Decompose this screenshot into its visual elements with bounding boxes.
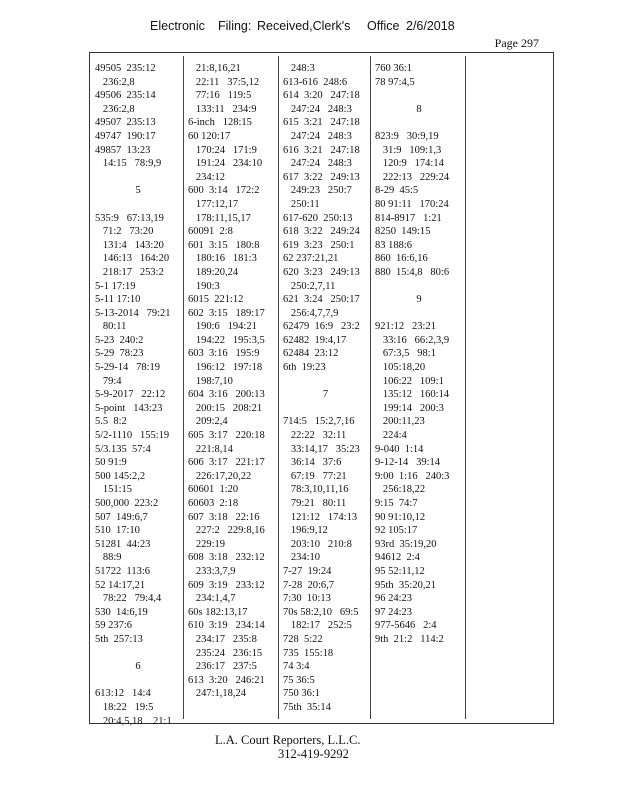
index-entry-line: 60 120:17	[188, 130, 231, 142]
index-entry-line: 5/2-1110 155:19	[95, 430, 170, 442]
index-entry-line: 209:2,4	[188, 416, 228, 428]
index-entry-line: 603 3:16 195:9	[188, 348, 260, 360]
index-entry-line	[95, 674, 181, 688]
index-entry-line: 250:2,7,11	[283, 280, 336, 292]
index-entry-line: 880 15:4,8 80:6	[375, 266, 450, 278]
index-entry-line: 88:9	[95, 552, 122, 564]
column-divider	[370, 56, 371, 719]
index-entry-line: 191:24 234:10	[188, 158, 263, 170]
index-entry-line: 203:10 210:8	[283, 538, 352, 550]
index-entry-line: 52 14:17,21	[95, 579, 146, 591]
index-entry-line: 224:4	[375, 430, 407, 442]
index-entry-line: 70s 58:2,10 69:5	[283, 606, 359, 618]
index-entry-line: 608 3:18 232:12	[188, 552, 265, 564]
index-entry-line: 221:8,14	[188, 443, 233, 455]
index-entry-line: 33:16 66:2,3,9	[375, 334, 450, 346]
index-entry-line: 236:2,8	[95, 76, 135, 88]
index-entry-line: 49857 13:23	[95, 144, 151, 156]
index-entry-line: 60601 1:20	[188, 484, 239, 496]
index-column	[283, 62, 368, 715]
header-part: Electronic	[150, 19, 205, 33]
index-column	[188, 62, 276, 701]
index-entry-line: 7:30 10:13	[283, 593, 331, 605]
index-entry-line: 67:19 77:21	[283, 470, 347, 482]
index-section-heading: 8	[416, 103, 422, 115]
index-entry-line: 189:20,24	[188, 266, 239, 278]
index-entry-line	[95, 198, 181, 212]
index-entry-line	[375, 280, 463, 294]
index-entry-line: 613 3:20 246:21	[188, 674, 265, 686]
index-entry-line	[375, 89, 463, 103]
index-entry-line: 20:4,5,18 21:1	[95, 715, 172, 727]
index-entry-line: 77:16 119:5	[188, 90, 252, 102]
index-entry-line: 151:15	[95, 484, 133, 496]
index-entry-line: 79:4	[95, 375, 122, 387]
index-entry-line: 222:13 229:24	[375, 171, 450, 183]
index-entry-line: 226:17,20,22	[188, 470, 252, 482]
index-entry-line: 62 237:21,21	[283, 253, 339, 265]
index-entry-line: 9:00 1:16 240:3	[375, 470, 450, 482]
index-entry-line: 728 5:22	[283, 633, 323, 645]
index-entry-line: 196:12 197:18	[188, 362, 263, 374]
index-entry-line: 62482 19:4,17	[283, 334, 347, 346]
index-entry-line: 234:10	[283, 552, 321, 564]
index-entry-line	[95, 171, 181, 185]
index-entry-line: 535:9 67:13,19	[95, 212, 164, 224]
index-entry-line: 60091 2:8	[188, 226, 233, 238]
index-entry-line: 235:24 236:15	[188, 647, 263, 659]
index-entry-line: 607 3:18 22:16	[188, 511, 260, 523]
index-entry-line: 5-13-2014 79:21	[95, 307, 171, 319]
index-entry-line: 22:22 32:11	[283, 430, 347, 442]
index-entry-line: 8-29 45:5	[375, 185, 419, 197]
index-entry-line: 97 24:23	[375, 606, 413, 618]
index-entry-line: 249:23 250:7	[283, 185, 352, 197]
index-entry-line: 199:14 200:3	[375, 402, 444, 414]
index-entry-line: 6015 221:12	[188, 294, 244, 306]
index-entry-line: 5/3.135 57:4	[95, 443, 151, 455]
index-entry-line: 619 3:23 250:1	[283, 239, 355, 251]
index-entry-line: 601 3:15 180:8	[188, 239, 260, 251]
index-entry-line: 21:8,16,21	[188, 63, 241, 74]
index-entry-line: 236:2,8	[95, 103, 135, 115]
index-entry-line: 530 14:6,19	[95, 606, 148, 618]
index-entry-line: 613-616 248:6	[283, 76, 348, 88]
index-entry-line: 234:1,4,7	[188, 593, 236, 605]
index-entry-line: 170:24 171:9	[188, 144, 257, 156]
index-entry-line: 135:12 160:14	[375, 389, 450, 401]
index-entry-line: 14:15 78:9,9	[95, 158, 162, 170]
index-entry-line: 33:14,17 35:23	[283, 443, 360, 455]
index-entry-line: 750 36:1	[283, 688, 321, 700]
index-entry-line: 78:3,10,11,16	[283, 484, 349, 496]
index-entry-line: 200:15 208:21	[188, 402, 263, 414]
index-entry-line: 5th 257:13	[95, 633, 143, 645]
index-entry-line: 610 3:19 234:14	[188, 620, 265, 632]
index-entry-line: 7-28 20:6,7	[283, 579, 335, 591]
index-entry-line: 621 3:24 250:17	[283, 294, 360, 306]
index-entry-line: 75th 35:14	[283, 701, 331, 713]
index-entry-line: 51722 113:6	[95, 565, 151, 577]
index-entry-line: 9-12-14 39:14	[375, 457, 441, 469]
index-entry-line: 178:11,15,17	[188, 212, 251, 224]
index-entry-line: 606 3:17 221:17	[188, 457, 265, 469]
index-entry-line: 146:13 164:20	[95, 253, 170, 265]
index-entry-line: 218:17 253:2	[95, 266, 164, 278]
page-number: Page 297	[494, 36, 539, 50]
index-entry-line: 614 3:20 247:18	[283, 90, 360, 102]
reporter-name: L.A. Court Reporters, L.L.C.	[215, 733, 361, 747]
index-entry-line: 106:22 109:1	[375, 375, 444, 387]
index-entry-line: 200:11,23	[375, 416, 425, 428]
index-entry-line: 198:7,10	[188, 375, 233, 387]
index-entry-line	[95, 647, 181, 661]
index-entry-line: 75 36:5	[283, 674, 315, 686]
header-part: Received,Clerk's	[257, 19, 351, 33]
index-entry-line: 49507 235:13	[95, 117, 156, 129]
index-entry-line: 92 105:17	[375, 525, 418, 537]
index-entry-line: 95th 35:20,21	[375, 579, 436, 591]
index-entry-line: 194:22 195:3,5	[188, 334, 265, 346]
index-entry-line: 83 188:6	[375, 239, 413, 251]
index-entry-line: 49747 190:17	[95, 130, 156, 142]
index-entry-line: 180:16 181:3	[188, 253, 257, 265]
index-entry-line: 229:19	[188, 538, 226, 550]
index-entry-line: 182:17 252:5	[283, 620, 352, 632]
index-entry-line: 605 3:17 220:18	[188, 430, 265, 442]
index-entry-line: 617 3:22 249:13	[283, 171, 360, 183]
index-entry-line: 613:12 14:4	[95, 688, 151, 700]
header-part: 2/6/2018	[406, 19, 455, 33]
index-entry-line: 95 52:11,12	[375, 565, 425, 577]
index-entry-line: 18:22 19:5	[95, 701, 154, 713]
index-entry-line: 51281 44:23	[95, 538, 151, 550]
index-entry-line: 616 3:21 247:18	[283, 144, 360, 156]
reporter-phone: 312-419-9292	[278, 747, 349, 761]
header-part: Office	[367, 19, 400, 33]
index-entry-line: 78:22 79:4,4	[95, 593, 162, 605]
index-entry-line: 234:12	[188, 171, 226, 183]
index-entry-line: 6th 19:23	[283, 362, 326, 374]
index-entry-line: 247:1,18,24	[188, 688, 247, 700]
index-entry-line	[375, 307, 463, 321]
index-entry-line: 5-1 17:19	[95, 280, 136, 292]
index-section-heading: 5	[135, 185, 141, 197]
index-entry-line: 823:9 30:9,19	[375, 130, 439, 142]
index-entry-line: 604 3:16 200:13	[188, 389, 265, 401]
index-entry-line: 67:3,5 98:1	[375, 348, 436, 360]
index-entry-line: 60s 182:13,17	[188, 606, 248, 618]
index-entry-line: 96 24:23	[375, 593, 413, 605]
index-entry-line: 90 91:10,12	[375, 511, 426, 523]
index-entry-line: 233:3,7,9	[188, 565, 236, 577]
index-entry-line: 9th 21:2 114:2	[375, 633, 444, 645]
index-entry-line: 860 16:6,16	[375, 253, 428, 265]
index-entry-line: 49505 235:12	[95, 63, 156, 74]
index-entry-line: 62479 16:9 23:2	[283, 321, 360, 333]
index-entry-line: 62484 23:12	[283, 348, 339, 360]
index-entry-line: 500,000 223:2	[95, 498, 159, 509]
index-entry-line: 617-620 250:13	[283, 212, 353, 224]
index-entry-line: 5-29 78:23	[95, 348, 144, 360]
index-entry-line: 80:11	[95, 321, 127, 333]
index-entry-line: 78 97:4,5	[375, 76, 415, 88]
index-entry-line: 256:4,7,7,9	[283, 307, 339, 319]
index-entry-line: 49506 235:14	[95, 90, 156, 102]
index-entry-line: 5-11 17:10	[95, 294, 141, 306]
index-entry-line: 247:24 248:3	[283, 130, 352, 142]
index-entry-line: 247:24 248:3	[283, 158, 352, 170]
index-entry-line: 227:2 229:8,16	[188, 525, 265, 537]
index-entry-line: 234:17 235:8	[188, 633, 257, 645]
index-entry-line: 510 17:10	[95, 525, 140, 537]
index-entry-line: 50 91:9	[95, 457, 127, 469]
index-entry-line: 8250 149:15	[375, 226, 431, 238]
index-entry-line: 36:14 37:6	[283, 457, 342, 469]
index-entry-line: 59 237:6	[95, 620, 133, 632]
index-entry-line: 5-29-14 78:19	[95, 362, 161, 374]
index-entry-line	[375, 116, 463, 130]
column-divider	[183, 56, 184, 719]
index-section-heading: 6	[135, 661, 141, 673]
index-entry-line: 190:3	[188, 280, 220, 292]
index-entry-line: 507 149:6,7	[95, 511, 148, 523]
index-entry-line: 236:17 237:5	[188, 661, 257, 673]
index-entry-line: 248:3	[283, 63, 315, 74]
index-entry-line: 618 3:22 249:24	[283, 226, 360, 238]
index-entry-line: 5-9-2017 22:12	[95, 389, 166, 401]
index-entry-line: 9:15 74:7	[375, 498, 418, 509]
index-entry-line: 9-040 1:14	[375, 443, 424, 455]
index-entry-line: 80 91:11 170:24	[375, 198, 449, 210]
index-entry-line: 714:5 15:2,7,16	[283, 416, 355, 428]
index-entry-line: 500 145:2,2	[95, 470, 146, 482]
index-entry-line: 131:4 143:20	[95, 239, 164, 251]
index-entry-line: 105:18,20	[375, 362, 426, 374]
index-entry-line: 620 3:23 249:13	[283, 266, 360, 278]
column-divider	[278, 56, 279, 719]
index-entry-line: 177:12,17	[188, 198, 239, 210]
index-entry-line: 190:6 194:21	[188, 321, 257, 333]
index-entry-line: 602 3:15 189:17	[188, 307, 265, 319]
index-entry-line: 22:11 37:5,12	[188, 76, 260, 88]
index-entry-line: 196:9,12	[283, 525, 328, 537]
index-entry-line: 247:24 248:3	[283, 103, 352, 115]
index-entry-line: 921:12 23:21	[375, 321, 436, 333]
index-entry-line: 5-point 143:23	[95, 402, 163, 414]
index-entry-line: 760 36:1	[375, 63, 413, 74]
index-entry-line: 74 3:4	[283, 661, 310, 673]
column-divider	[465, 56, 466, 719]
index-entry-line: 120:9 174:14	[375, 158, 444, 170]
index-column	[95, 62, 181, 728]
index-entry-line	[283, 375, 368, 389]
index-entry-line: 250:11	[283, 198, 320, 210]
index-entry-line: 94612 2:4	[375, 552, 420, 564]
index-entry-line	[283, 402, 368, 416]
index-entry-line: 71:2 73:20	[95, 226, 154, 238]
index-entry-line: 814-8917 1:21	[375, 212, 442, 224]
index-entry-line: 7-27 19:24	[283, 565, 332, 577]
index-entry-line: 5.5 8:2	[95, 416, 127, 428]
index-entry-line: 60603 2:18	[188, 498, 239, 509]
index-column	[375, 62, 463, 647]
index-section-heading: 7	[322, 389, 329, 401]
index-entry-line: 977-5646 2:4	[375, 620, 437, 632]
index-section-heading: 9	[416, 294, 422, 306]
index-entry-line: 256:18,22	[375, 484, 426, 496]
index-entry-line: 133:11 234:9	[188, 103, 257, 115]
index-entry-line: 735 155:18	[283, 647, 334, 659]
header-part: Filing:	[218, 19, 252, 33]
index-entry-line: 600 3:14 172:2	[188, 185, 260, 197]
index-entry-line: 93rd 35:19,20	[375, 538, 437, 550]
index-entry-line: 31:9 109:1,3	[375, 144, 442, 156]
index-entry-line: 121:12 174:13	[283, 511, 358, 523]
index-entry-line: 609 3:19 233:12	[188, 579, 265, 591]
index-entry-line: 79:21 80:11	[283, 498, 347, 509]
index-entry-line: 615 3:21 247:18	[283, 117, 360, 129]
index-entry-line: 5-23 240:2	[95, 334, 144, 346]
index-entry-line: 6-inch 128:15	[188, 117, 252, 129]
